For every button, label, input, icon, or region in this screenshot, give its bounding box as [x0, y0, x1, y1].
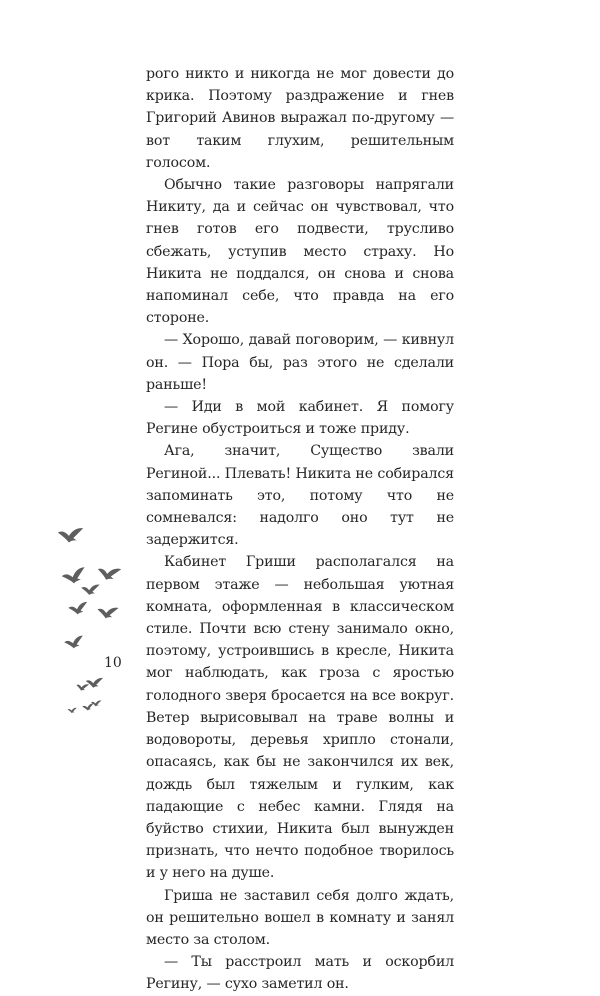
bird-icon: [82, 703, 94, 711]
page-number: 10: [104, 655, 122, 671]
paragraph: Обычно такие разговоры напрягали Никиту, да и сейчас он чувствовал, что гнев готов его подвести, трусливо сбежать, уступив место страху. Но Никита не поддался, он снова и снова напоминал себе, что правда на его стороне.: [146, 177, 454, 327]
bird-icon: [58, 528, 83, 542]
bird-icon: [86, 678, 103, 688]
dialogue-line: — Ты расстроил мать и оскорбил Регину, — сухо заметил он.: [146, 954, 454, 993]
bird-icon: [68, 708, 77, 713]
bird-icon: [61, 567, 87, 585]
bird-icon: [81, 585, 99, 595]
paragraph-continuation: рого никто и никогда не мог довести до крика. Поэтому раздражение и гнев Григорий Авинов выражал по-другому — вот таким глухим, решительным голосом.: [146, 66, 454, 171]
paragraph: Кабинет Гриши располагался на первом этаже — небольшая уютная комната, оформленная в классическом стиле. Почти всю стену занимало окно, поэтому, устроившись в кресле, Никита мог наблюдать, как гроза с яростью голодного зверя бросается на все вокруг. Ветер вырисовывал на траве волны и водовороты, деревья хрипло стонали, опасаясь, как бы не закончился их век, дождь был тяжелым и гулким, как падающие с небес камни. Глядя на буйство стихии, Никита был вынужден признать, что нечто подобное творилось и у него на душе.: [146, 554, 454, 882]
bird-icon: [96, 565, 121, 582]
dialogue-line: — Хорошо, давай поговорим, — кивнул он. — Пора бы, раз этого не сделали раньше!: [146, 332, 454, 393]
bird-icon: [91, 700, 101, 706]
bird-icon: [68, 602, 89, 616]
bird-icon: [64, 635, 85, 649]
bird-icon: [76, 683, 90, 692]
body-text: [146, 63, 454, 996]
paragraph: Ага, значит, Существо звали Региной... Плевать! Никита не собирался запоминать это, потому что не сомневался: надолго оно тут не задержится.: [146, 443, 454, 549]
bird-icon: [97, 606, 119, 620]
paragraph: Гриша не заставил себя долго ждать, он решительно вошел в комнату и занял место за столом.: [146, 887, 454, 948]
dialogue-line: — Иди в мой кабинет. Я помогу Регине обустроиться и тоже приду.: [146, 399, 454, 438]
